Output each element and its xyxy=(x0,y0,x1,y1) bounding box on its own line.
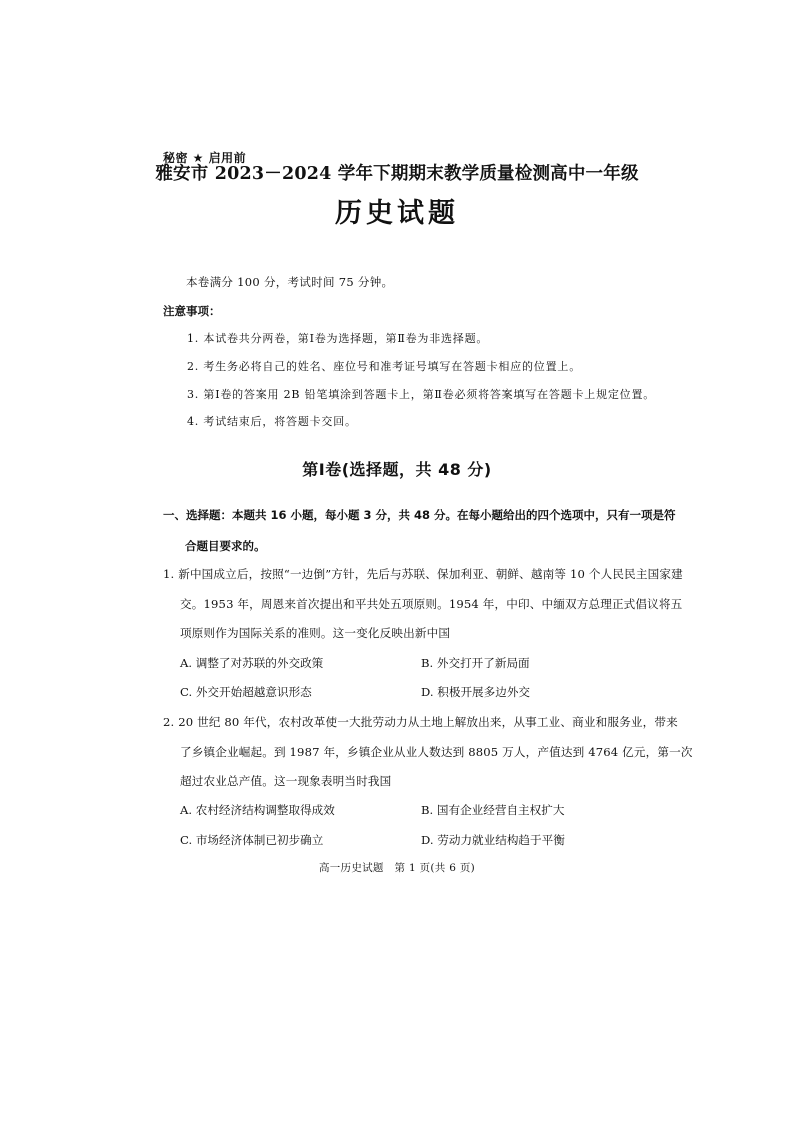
notice-item: 2. 考生务必将自己的姓名、座位号和准考证号填写在答题卡相应的位置上。 xyxy=(187,360,581,373)
option-c: C. 市场经济体制已初步确立 xyxy=(180,833,324,847)
option-d: D. 积极开展多边外交 xyxy=(421,685,531,699)
question-line: 1. 新中国成立后，按照“一边倒”方针，先后与苏联、保加利亚、朝鲜、越南等 10 个人民民主国家建 xyxy=(163,567,683,581)
page-footer: 高一历史试题 第 1 页(共 6 页) xyxy=(318,862,476,874)
option-a: A. 调整了对苏联的外交政策 xyxy=(180,656,324,670)
exam-intro: 本卷满分 100 分，考试时间 75 分钟。 xyxy=(186,275,394,289)
question-line: 2. 20 世纪 80 年代，农村改革使一大批劳动力从土地上解放出来，从事工业、商业和服务业，带来 xyxy=(163,715,678,729)
question-line: 交。1953 年，周恩来首次提出和平共处五项原则。1954 年，中印、中缅双方总理正式倡议将五 xyxy=(180,597,683,611)
exam-title: 雅安市 2023－2024 学年下期期末教学质量检测高中一年级 xyxy=(155,164,639,184)
question-line: 项原则作为国际关系的准则。这一变化反映出新中国 xyxy=(180,626,451,640)
section-instruction: 一、选择题：本题共 16 小题，每小题 3 分，共 48 分。在每小题给出的四个选项中，只有一项是符 xyxy=(163,508,676,522)
option-a: A. 农村经济结构调整取得成效 xyxy=(180,803,335,817)
option-b: B. 国有企业经营自主权扩大 xyxy=(421,803,565,817)
option-c: C. 外交开始超越意识形态 xyxy=(180,685,312,699)
section-title: 第Ⅰ卷(选择题，共 48 分) xyxy=(302,460,492,479)
question-line: 了乡镇企业崛起。到 1987 年，乡镇企业从业人数达到 8805 万人，产值达到 4764 亿元，第一次 xyxy=(180,745,693,759)
notice-item: 3. 第Ⅰ卷的答案用 2B 铅笔填涂到答题卡上，第Ⅱ卷必须将答案填写在答题卡上规定位置。 xyxy=(187,388,656,401)
notice-item: 4. 考试结束后，将答题卡交回。 xyxy=(187,415,357,428)
question-line: 超过农业总产值。这一现象表明当时我国 xyxy=(180,774,392,788)
option-b: B. 外交打开了新局面 xyxy=(421,656,530,670)
section-instruction-cont: 合题目要求的。 xyxy=(185,539,266,553)
notice-item: 1. 本试卷共分两卷，第Ⅰ卷为选择题，第Ⅱ卷为非选择题。 xyxy=(187,332,489,345)
confidential-label: 秘密 ★ 启用前 xyxy=(163,151,247,165)
notice-heading: 注意事项： xyxy=(163,304,221,318)
subject-title: 历史试题 xyxy=(335,198,459,229)
option-d: D. 劳动力就业结构趋于平衡 xyxy=(421,833,565,847)
